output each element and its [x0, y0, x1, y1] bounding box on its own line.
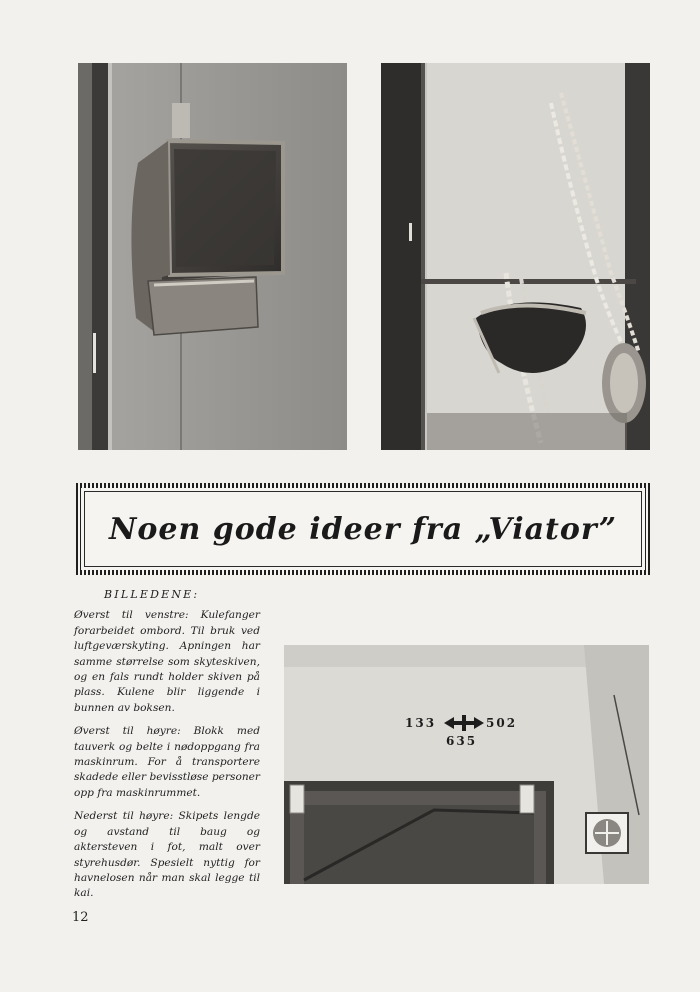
mark-left: 133: [405, 716, 437, 730]
page-number: 12: [72, 910, 89, 925]
captions-column: [74, 587, 260, 910]
caption-top-left: Øverst til venstre: Kulefanger forarbeidet ombord. Til bruk ved luftgeværskyting. Apningen har samme størrelse som skyteskiven, og en fals rundt holder skiven på plass. Kulene blir liggende i bunnen av boksen.: [74, 609, 260, 714]
captions-heading: BILLEDENE:: [104, 588, 200, 601]
mark-right: 502: [486, 716, 518, 730]
caption-top-right: Øverst til høyre: Blokk med tauverk og belte i nødoppgang fra maskinrum. For å transportere skadede eller bevisstløse personer opp fra maskinrummet.: [74, 725, 260, 799]
photo-bullet-catcher: [78, 63, 347, 450]
wheelhouse-door-illustration: [284, 645, 649, 884]
caption-bottom-right: Nederst til høyre: Skipets lengde og avstand til baug og aktersteven i fot, malt over styrehusdør. Spesielt nyttig for havnelosen når man skal legge til kai.: [74, 810, 260, 900]
rescue-block-illustration: [381, 63, 650, 450]
headline: Noen gode ideer fra „Viator”: [108, 511, 618, 547]
mark-below: 635: [446, 734, 478, 748]
bullet-catcher-illustration: [78, 63, 347, 450]
photo-rescue-block: [381, 63, 650, 450]
photo-wheelhouse-door: [284, 645, 649, 884]
headline-banner: [76, 483, 650, 575]
headline-frame: [84, 491, 642, 567]
